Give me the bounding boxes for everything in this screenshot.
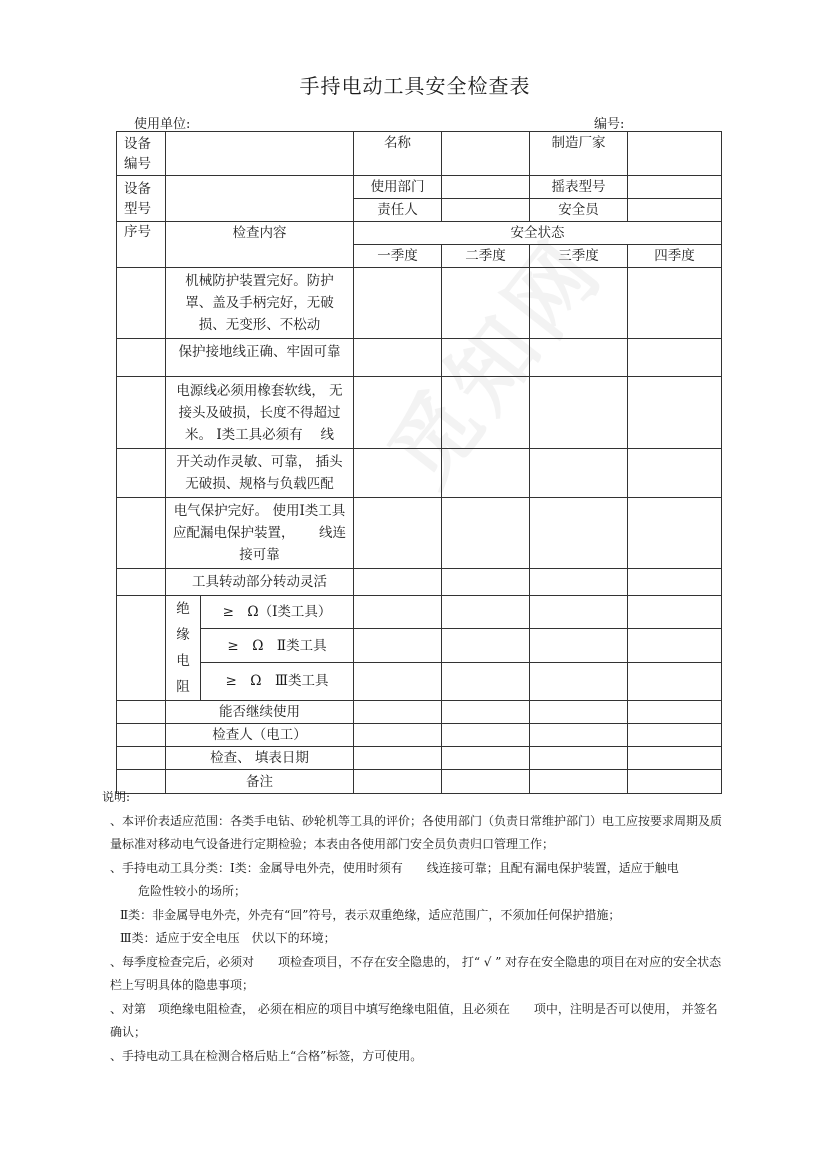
status-cell[interactable] (354, 377, 442, 449)
note-item: Ⅱ类：非金属导电外壳，外壳有“回”符号，表示双重绝缘，适应范围广，不须加任何保护措施； (120, 907, 621, 922)
check-item-5: 电气保护完好。 使用Ⅰ类工具应配漏电保护装置， 线连接可靠 (166, 498, 354, 569)
notes-section (102, 786, 722, 1068)
status-cell[interactable] (530, 629, 628, 662)
status-cell[interactable] (354, 701, 442, 724)
status-cell[interactable] (442, 449, 530, 498)
seq-cell[interactable] (117, 596, 166, 701)
note-item: 、手持电动工具分类：Ⅰ类：金属导电外壳，使用时须有 线连接可靠；且配有漏电保护装置，适应于触电 (110, 860, 679, 875)
status-cell[interactable] (530, 268, 628, 339)
status-cell[interactable] (530, 449, 628, 498)
insulation-char: 阻 (176, 679, 190, 695)
status-cell[interactable] (628, 747, 722, 770)
status-cell[interactable] (354, 498, 442, 569)
check-item-6: 工具转动部分转动灵活 (166, 569, 354, 596)
status-cell[interactable] (530, 724, 628, 747)
seq-cell[interactable] (117, 569, 166, 596)
note-item: 、每季度检查完后，必须对 项检查项目，不存在安全隐患的， 打“ √ ” 对存在安全隐患的项目在对应的安全状态栏上写明具体的隐患事项； (110, 954, 722, 992)
page-title: 手持电动工具安全检查表 (299, 74, 531, 98)
meter-model-field[interactable] (628, 176, 722, 199)
quarter-1-header: 一季度 (354, 245, 442, 268)
insulation-char: 电 (176, 653, 190, 669)
meter-model-label: 摇表型号 (530, 176, 628, 199)
status-cell[interactable] (442, 339, 530, 377)
status-cell[interactable] (354, 268, 442, 339)
status-cell[interactable] (442, 724, 530, 747)
status-cell[interactable] (530, 701, 628, 724)
number-label: 编号: (594, 117, 625, 132)
remarks-label: 备注 (166, 770, 354, 794)
safety-officer-field[interactable] (628, 199, 722, 222)
status-cell[interactable] (628, 498, 722, 569)
status-cell[interactable] (442, 569, 530, 596)
status-cell[interactable] (628, 701, 722, 724)
responsible-label: 责任人 (354, 199, 442, 222)
use-dept-label: 使用部门 (354, 176, 442, 199)
device-number-label: 设备编号 (117, 132, 166, 176)
status-cell[interactable] (354, 662, 442, 700)
check-item-4: 开关动作灵敏、可靠， 插头无破损、规格与负载匹配 (166, 449, 354, 498)
status-cell[interactable] (628, 662, 722, 700)
quarter-4-header: 四季度 (628, 245, 722, 268)
seq-cell[interactable] (117, 449, 166, 498)
status-cell[interactable] (530, 498, 628, 569)
status-cell[interactable] (354, 449, 442, 498)
seq-cell[interactable] (117, 498, 166, 569)
status-cell[interactable] (530, 662, 628, 700)
safety-status-header: 安全状态 (354, 222, 722, 245)
seq-cell[interactable] (117, 377, 166, 449)
content-header: 检查内容 (166, 222, 354, 268)
status-cell[interactable] (530, 596, 628, 629)
insulation-class-2: ≥ Ω Ⅱ类工具 (201, 629, 354, 662)
status-cell[interactable] (628, 377, 722, 449)
use-dept-field[interactable] (442, 176, 530, 199)
safety-officer-label: 安全员 (530, 199, 628, 222)
quarter-3-header: 三季度 (530, 245, 628, 268)
seq-cell[interactable] (117, 701, 166, 724)
fill-date-label: 检查、 填表日期 (166, 747, 354, 770)
seq-cell[interactable] (117, 339, 166, 377)
manufacturer-field[interactable] (628, 132, 722, 176)
status-cell[interactable] (354, 629, 442, 662)
device-type-label: 设备型号 (117, 176, 166, 222)
note-item: 、手持电动工具在检测合格后贴上“合格”标签，方可使用。 (110, 1048, 423, 1063)
responsible-field[interactable] (442, 199, 530, 222)
status-cell[interactable] (628, 629, 722, 662)
seq-header: 序号 (117, 222, 166, 268)
status-cell[interactable] (354, 724, 442, 747)
status-cell[interactable] (354, 747, 442, 770)
note-item: Ⅲ类：适应于安全电压 伏以下的环境； (120, 931, 336, 945)
inspector-label: 检查人（电工） (166, 724, 354, 747)
insulation-class-3: ≥ Ω Ⅲ类工具 (201, 662, 354, 700)
status-cell[interactable] (442, 701, 530, 724)
insulation-char: 缘 (176, 627, 190, 643)
inspection-table (116, 131, 722, 794)
note-item: 危险性较小的场所； (138, 884, 247, 898)
status-cell[interactable] (530, 339, 628, 377)
status-cell[interactable] (442, 498, 530, 569)
status-cell[interactable] (628, 268, 722, 339)
status-cell[interactable] (628, 339, 722, 377)
continue-use-label: 能否继续使用 (166, 701, 354, 724)
note-item: 、本评价表适应范围：各类手电钻、砂轮机等工具的评价；各使用部门（负责日常维护部门）电工应按要求周期及质量标准对移动电气设备进行定期检验；本表由各使用部门安全员负责归口管理工作； (110, 813, 723, 851)
seq-cell[interactable] (117, 747, 166, 770)
status-cell[interactable] (442, 662, 530, 700)
status-cell[interactable] (628, 596, 722, 629)
status-cell[interactable] (442, 268, 530, 339)
name-label: 名称 (354, 132, 442, 176)
manufacturer-label: 制造厂家 (530, 132, 628, 176)
status-cell[interactable] (530, 377, 628, 449)
name-field[interactable] (442, 132, 530, 176)
insulation-class-1: ≥ Ω（Ⅰ类工具） (201, 596, 354, 629)
device-type-field[interactable] (166, 176, 354, 222)
status-cell[interactable] (354, 339, 442, 377)
device-number-field[interactable] (166, 132, 354, 176)
status-cell[interactable] (442, 377, 530, 449)
note-item: 、对第 项绝缘电阻检查， 必须在相应的项目中填写绝缘电阻值，且必须在 项中，注明是否可以使用， 并签名确认； (110, 1001, 718, 1039)
check-item-3: 电源线必须用橡套软线， 无接头及破损，长度不得超过 米。 Ⅰ类工具必须有 线 (166, 377, 354, 449)
status-cell[interactable] (530, 747, 628, 770)
seq-cell[interactable] (117, 724, 166, 747)
check-item-1: 机械防护装置完好。防护罩、盖及手柄完好，无破损、无变形、不松动 (166, 268, 354, 339)
check-item-2: 保护接地线正确、牢固可靠 (166, 339, 354, 377)
status-cell[interactable] (442, 596, 530, 629)
insulation-resistance-label (166, 596, 201, 701)
seq-cell[interactable] (117, 268, 166, 339)
status-cell[interactable] (530, 569, 628, 596)
status-cell[interactable] (442, 747, 530, 770)
insulation-char: 绝 (176, 601, 190, 617)
status-cell[interactable] (354, 569, 442, 596)
status-cell[interactable] (628, 569, 722, 596)
use-unit-label: 使用单位: (134, 117, 191, 132)
status-cell[interactable] (628, 724, 722, 747)
quarter-2-header: 二季度 (442, 245, 530, 268)
status-cell[interactable] (628, 449, 722, 498)
notes-heading: 说明: (102, 790, 131, 804)
status-cell[interactable] (442, 629, 530, 662)
status-cell[interactable] (354, 596, 442, 629)
